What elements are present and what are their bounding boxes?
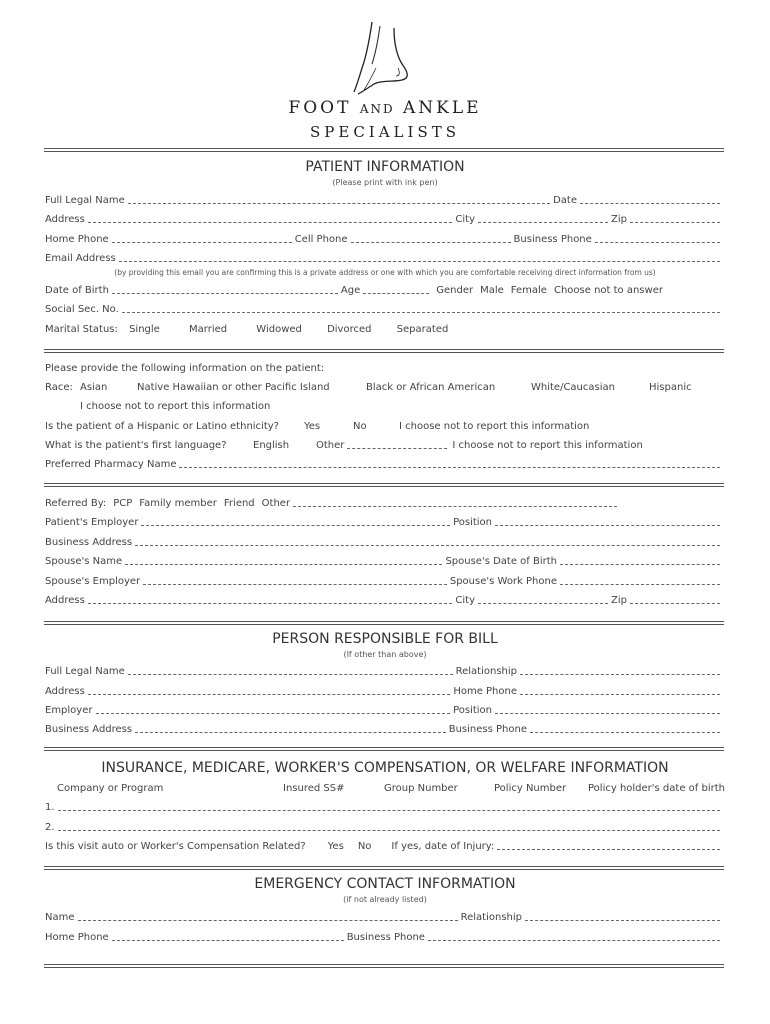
label-home-phone: Home Phone [453,686,517,697]
row-business-address [45,537,723,548]
resp-address-field[interactable] [88,694,450,695]
resp-employer-field[interactable] [96,713,451,714]
gender-option-female[interactable]: Female [510,285,547,296]
section-heading-responsible: PERSON RESPONSIBLE FOR BILL [272,631,498,647]
section-subheading-patient: (Please print with ink pen) [332,178,438,187]
divider [44,148,724,149]
row-auto-related [45,841,723,852]
label-full-legal-name: Full Legal Name [45,666,125,677]
business-address-field[interactable] [135,545,720,546]
row-marital [45,324,723,335]
label-address: Address [45,686,85,697]
label-city: City [455,214,476,225]
label-spouse-employer: Spouse's Employer [45,576,141,587]
language-other-field[interactable] [347,448,447,449]
email-note: (by providing this email you are confirming this is a private address or one with which you are comfortable receiving direct information from us) [114,268,656,277]
email-field[interactable] [119,261,720,262]
auto-yes-option[interactable]: Yes [327,841,344,852]
row-email [45,253,723,264]
marital-option-widowed[interactable]: Widowed [256,324,302,335]
label-business-address: Business Address [45,724,133,735]
row-pharmacy [45,459,723,470]
spouse-city-field[interactable] [478,603,608,604]
label-position: Position [453,705,492,716]
label-spouse-name: Spouse's Name [45,556,123,567]
row-emergency-name [45,912,723,923]
label-business-address: Business Address [45,537,133,548]
section-subheading-responsible: (If other than above) [343,650,427,659]
label-relationship: Relationship [460,912,522,923]
hispanic-decline-option[interactable]: I choose not to report this information [399,421,590,432]
home-phone-field[interactable] [112,242,292,243]
row-phones [45,234,723,245]
business-phone-field[interactable] [595,242,720,243]
column-insured-ss: Insured SS# [283,783,345,794]
hispanic-yes-option[interactable]: Yes [304,421,321,432]
row-race [45,382,723,393]
label-address: Address [45,214,85,225]
referred-option-family[interactable]: Family member [139,498,217,509]
column-policy-number: Policy Number [494,783,567,794]
emergency-relationship-field[interactable] [525,920,720,921]
resp-position-field[interactable] [495,713,720,714]
brand-line-1 [0,98,770,118]
row-address [45,214,723,225]
row-referred-by [45,498,620,509]
emergency-name-field[interactable] [78,920,458,921]
foot-logo-icon [350,18,420,96]
spouse-dob-field[interactable] [560,564,720,565]
hispanic-no-option[interactable]: No [353,421,367,432]
label-employer: Employer [45,705,93,716]
label-injury-date: If yes, date of Injury: [391,841,495,852]
label-date: Date [553,195,577,206]
label-relationship: Relationship [455,666,517,677]
section-heading-patient: PATIENT INFORMATION [305,159,465,175]
section-heading-insurance: INSURANCE, MEDICARE, WORKER'S COMPENSATION, OR WELFARE INFORMATION [101,760,669,776]
age-field[interactable] [363,293,429,294]
label-patient-employer: Patient's Employer [45,517,139,528]
race-option-asian[interactable]: Asian [80,382,108,393]
row-resp-employer [45,705,723,716]
label-address: Address [45,595,85,606]
divider [44,747,724,748]
label-cell-phone: Cell Phone [294,234,348,245]
label-age: Age [340,285,361,296]
label-line-1: 1. [45,802,55,813]
resp-business-phone-field[interactable] [530,732,720,733]
marital-option-married[interactable]: Married [189,324,228,335]
divider [44,866,724,867]
label-business-phone: Business Phone [513,234,592,245]
resp-relationship-field[interactable] [520,674,720,675]
label-referred-by: Referred By: [45,498,107,509]
label-business-phone: Business Phone [448,724,527,735]
row-resp-address [45,686,723,697]
insurance-1-field[interactable] [58,810,720,811]
label-home-phone: Home Phone [45,234,109,245]
label-position: Position [453,517,492,528]
row-hispanic [45,421,723,432]
row-name-date [45,195,723,206]
demographics-intro: Please provide the following information on the patient: [45,363,325,374]
brand-and: AND [359,102,395,116]
label-email: Email Address [45,253,116,264]
row-resp-business [45,724,723,735]
insurance-2-field[interactable] [58,830,720,831]
resp-name-field[interactable] [128,674,453,675]
referred-option-friend[interactable]: Friend [223,498,255,509]
row-dob [45,285,723,296]
label-full-legal-name: Full Legal Name [45,195,125,206]
language-decline-option[interactable]: I choose not to report this information [452,440,643,451]
section-subheading-emergency: (if not already listed) [343,895,427,904]
dob-field[interactable] [112,293,338,294]
row-resp-name [45,666,723,677]
gender-option-male[interactable]: Male [480,285,504,296]
race-option-black[interactable]: Black or African American [366,382,496,393]
label-gender: Gender [436,285,474,296]
row-spouse-address [45,595,723,606]
city-field[interactable] [478,222,608,223]
label-race: Race: [45,382,73,393]
row-employer [45,517,723,528]
spouse-employer-field[interactable] [143,584,447,585]
label-hispanic-question: Is the patient of a Hispanic or Latino ethnicity? [45,421,279,432]
marital-option-divorced[interactable]: Divorced [327,324,372,335]
referred-option-pcp[interactable]: PCP [113,498,133,509]
section-heading-emergency: EMERGENCY CONTACT INFORMATION [254,876,516,892]
spouse-address-field[interactable] [88,603,453,604]
divider [44,483,724,484]
address-field[interactable] [88,222,453,223]
emergency-home-phone-field[interactable] [112,940,344,941]
row-spouse-name [45,556,723,567]
row-insurance-2 [45,822,723,833]
label-line-2: 2. [45,822,55,833]
label-name: Name [45,912,75,923]
label-dob: Date of Birth [45,285,109,296]
column-company: Company or Program [57,783,164,794]
row-language [45,440,723,451]
language-other-group [316,440,643,451]
brand-ankle: ANKLE [403,98,482,118]
brand-line-2: SPECIALISTS [310,123,460,141]
label-home-phone: Home Phone [45,932,109,943]
row-ssn [45,304,723,315]
date-field[interactable] [580,203,720,204]
position-field[interactable] [495,525,720,526]
label-ssn: Social Sec. No. [45,304,119,315]
resp-business-address-field[interactable] [135,732,446,733]
divider [44,621,724,622]
race-option-white[interactable]: White/Caucasian [531,382,615,393]
marital-option-single[interactable]: Single [129,324,160,335]
auto-no-option[interactable]: No [357,841,372,852]
pharmacy-field[interactable] [179,467,720,468]
referred-other-field[interactable] [293,506,617,507]
divider [44,964,724,965]
race-option-hispanic[interactable]: Hispanic [649,382,692,393]
label-zip: Zip [611,214,627,225]
marital-option-separated[interactable]: Separated [396,324,449,335]
emergency-business-phone-field[interactable] [428,940,720,941]
cell-phone-field[interactable] [351,242,511,243]
injury-date-field[interactable] [497,849,720,850]
gender-option-decline[interactable]: Choose not to answer [553,285,663,296]
zip-field[interactable] [630,222,720,223]
label-city: City [455,595,476,606]
row-emergency-phones [45,932,723,943]
label-auto-question: Is this visit auto or Worker's Compensation Related? [45,841,306,852]
spouse-zip-field[interactable] [630,603,720,604]
label-pharmacy: Preferred Pharmacy Name [45,459,177,470]
label-marital: Marital Status: [45,324,118,335]
label-zip: Zip [611,595,627,606]
divider [44,349,724,350]
label-spouse-work-phone: Spouse's Work Phone [449,576,557,587]
label-business-phone: Business Phone [346,932,425,943]
patient-employer-field[interactable] [141,525,450,526]
logo [0,18,770,96]
resp-home-phone-field[interactable] [520,694,720,695]
label-spouse-dob: Spouse's Date of Birth [445,556,557,567]
column-group-number: Group Number [384,783,458,794]
row-spouse-employer [45,576,723,587]
label-language-question: What is the patient's first language? [45,440,227,451]
referred-option-other[interactable]: Other [261,498,291,509]
race-option-pacific[interactable]: Native Hawaiian or other Pacific Island [137,382,330,393]
spouse-name-field[interactable] [125,564,442,565]
race-decline-option[interactable]: I choose not to report this information [80,401,271,412]
language-english-option[interactable]: English [253,440,290,451]
column-holder-dob: Policy holder's date of birth [588,783,725,794]
ssn-field[interactable] [122,312,720,313]
row-insurance-1 [45,802,723,813]
language-other-option[interactable]: Other [316,440,345,451]
spouse-work-phone-field[interactable] [560,584,720,585]
brand-foot: FOOT [288,98,352,118]
full-legal-name-field[interactable] [128,203,550,204]
